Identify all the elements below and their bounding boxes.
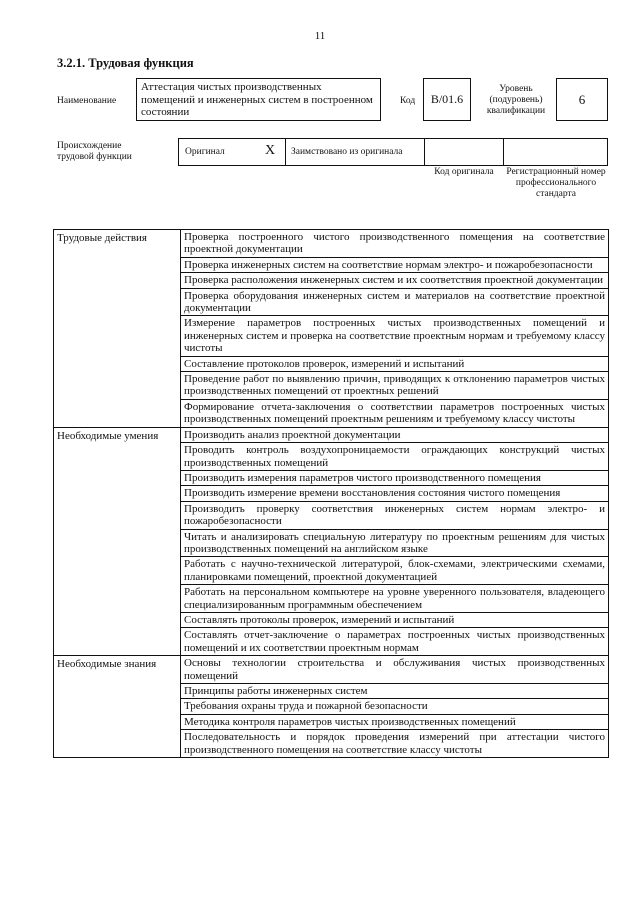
origin-code-cell (424, 138, 504, 166)
section-item: Составлять отчет-заключение о параметрах построенных чистых производственных помещений и их соответствии проектным нормам (181, 628, 609, 656)
section-item: Проверка инженерных систем на соответствие нормам электро- и пожаробезопасности (181, 257, 609, 272)
name-label: Наименование (57, 96, 117, 106)
section-item: Составление протоколов проверок, измерений и испытаний (181, 356, 609, 371)
section-item: Проверка построенного чистого производственного помещения на соответствие проектной документации (181, 230, 609, 258)
level-value-box (556, 78, 608, 121)
section-item: Производить проверку соответствия инженерных систем нормам электро- и пожаробезопасности (181, 501, 609, 529)
section-item: Проведение работ по выявлению причин, приводящих к отклонению параметров чистых производственных помещений от проектных решений (181, 372, 609, 400)
footer-reg-label: Регистрационный номер профессионального стандарта (506, 167, 606, 199)
section-title: Трудовые действия (54, 230, 181, 428)
section-item: Проверка расположения инженерных систем и их соответствия проектной документации (181, 273, 609, 288)
level-label: Уровень (подуровень) квалификации (486, 84, 546, 116)
code-label: Код (400, 96, 416, 106)
section-item: Производить измерения параметров чистого производственного помещения (181, 470, 609, 485)
origin-reg-cell (503, 138, 608, 166)
section-heading: 3.2.1. Трудовая функция (57, 56, 194, 70)
table-row (54, 656, 609, 684)
level-value: 6 (578, 91, 586, 107)
name-value-box (136, 78, 381, 121)
table-row (54, 230, 609, 258)
section-item: Методика контроля параметров чистых производственных помещений (181, 714, 609, 729)
page-number: 11 (314, 30, 326, 42)
section-item: Работать на персональном компьютере на уровне уверенного пользователя, владеющего специализированным программным обеспечением (181, 585, 609, 613)
origin-mark: X (265, 143, 276, 158)
origin-original-cell (178, 138, 286, 166)
section-item: Проводить контроль воздухопроницаемости ограждающих конструкций чистых производственных помещений (181, 443, 609, 471)
section-item: Производить измерение времени восстановления состояния чистого помещения (181, 486, 609, 501)
footer-code-label: Код оригинала (434, 167, 494, 177)
origin-borrowed-cell (285, 138, 425, 166)
section-item: Требования охраны труда и пожарной безопасности (181, 699, 609, 714)
section-item: Проверка оборудования инженерных систем и материалов на соответствие проектной документации (181, 288, 609, 316)
name-value: Аттестация чистых производственных помещений и инженерных систем в построенном состоянии (141, 81, 373, 119)
code-value-box (423, 78, 471, 121)
section-item: Читать и анализировать специальную литературу по проектным решениям для чистых производственных помещений на английском языке (181, 529, 609, 557)
code-value: B/01.6 (430, 92, 464, 106)
function-table (53, 229, 609, 758)
section-item: Основы технологии строительства и обслуживания чистых производственных помещений (181, 656, 609, 684)
section-item: Измерение параметров построенных чистых производственных помещений и инженерных систем и проверка на соответствие проектным нормам и требуемому классу чистоты (181, 316, 609, 356)
section-title: Необходимые знания (54, 656, 181, 758)
origin-label: Происхождение трудовой функции (57, 141, 132, 162)
origin-borrowed-label: Заимствовано из оригинала (291, 147, 403, 157)
section-item: Формирование отчета-заключения о соответствии параметров построенных чистых производственных помещений проектным решениям и требуемому классу чистоты (181, 399, 609, 427)
section-item: Производить анализ проектной документации (181, 427, 609, 442)
origin-original-label: Оригинал (185, 147, 225, 157)
section-item: Составлять протоколы проверок, измерений и испытаний (181, 612, 609, 627)
section-title: Необходимые умения (54, 427, 181, 656)
section-item: Принципы работы инженерных систем (181, 684, 609, 699)
section-item: Последовательность и порядок проведения измерений при аттестации чистого производственного помещения на соответствие классу чистоты (181, 730, 609, 758)
section-item: Работать с научно-технической литературой, блок-схемами, электрическими схемами, планировками помещений, проектной документацией (181, 557, 609, 585)
table-row (54, 427, 609, 442)
